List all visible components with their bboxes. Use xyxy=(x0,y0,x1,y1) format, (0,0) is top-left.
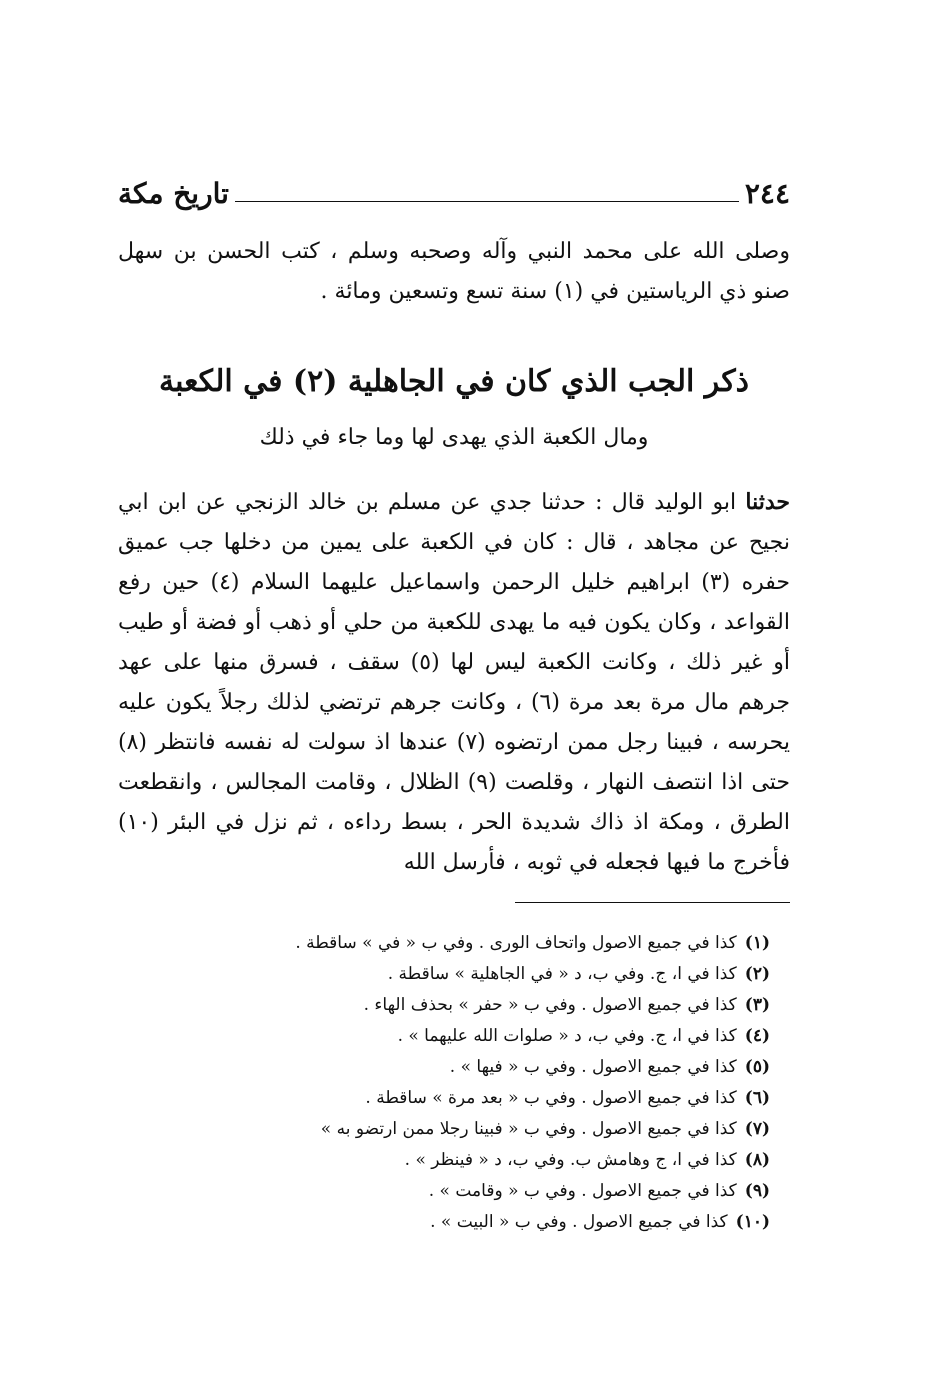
footnote-text: كذا في جميع الاصول . وفي ب « فيها » . xyxy=(449,1057,737,1077)
footnote xyxy=(210,990,770,1021)
footnote-text: كذا في ا، ج. وفي ب، د « صلوات الله عليهما » . xyxy=(397,1026,737,1046)
footnote xyxy=(210,1145,770,1176)
footnote-number: (١) xyxy=(744,933,770,953)
footnote-number: (٢) xyxy=(744,964,770,984)
footnote-text: كذا في جميع الاصول . وفي ب « فبينا رجلا ممن ارتضو به » xyxy=(320,1119,737,1139)
footnote-number: (٤) xyxy=(744,1026,770,1046)
footnote-text: كذا في جميع الاصول . وفي ب « البيت » . xyxy=(430,1212,728,1232)
body-text: ابو الوليد قال : حدثنا جدي عن مسلم بن خالد الزنجي عن ابن ابي نجيح عن مجاهد ، قال : كان في الكعبة على يمين من دخلها جب عميق حفره (٣) ابراهيم خليل الرحمن واسماعيل عليهما السلام (٤) حين رفع القواعد ، وكان يكون فيه ما يهدى للكعبة من حلي أو ذهب أو فضة أو طيب أو غير ذلك ، وكانت الكعبة ليس لها (٥) سقف ، فسرق منها على عهد جرهم مال مرة بعد مرة (٦) ، وكانت جرهم ترتضي لذلك رجلاً يكون عليه يحرسه ، فبينا رجل ممن ارتضوه (٧) عندها اذ سولت له نفسه فانتظر (٨) حتى اذا انتصف النهار ، وقلصت (٩) الظلال ، وقامت المجالس ، وانقطعت الطرق ، ومكة اذ ذاك شديدة الحر ، بسط رداءه ، ثم نزل في البئر (١٠) فأخرج ما فيها فجعله في ثوبه ، فأرسل الله xyxy=(118,490,791,875)
footnote-text: كذا في ا، ج. وفي ب، د « في الجاهلية » ساقطة . xyxy=(387,964,737,984)
footnote-number: (٩) xyxy=(744,1181,770,1201)
footnote-text: كذا في جميع الاصول واتحاف الورى . وفي ب « في » ساقطة . xyxy=(295,933,737,953)
footnote-text: كذا في جميع الاصول . وفي ب « بعد مرة » ساقطة . xyxy=(365,1088,737,1108)
footnote-number: (٧) xyxy=(744,1119,770,1139)
footnote xyxy=(210,928,770,959)
footnote xyxy=(210,1176,770,1207)
header-rule xyxy=(235,201,739,202)
footnote-text: كذا في جميع الاصول . وفي ب « حفر » بحذف الهاء . xyxy=(363,995,737,1015)
lead-word: حدثنا xyxy=(745,489,790,515)
book-title: تاريخ مكة xyxy=(118,177,229,210)
opening-paragraph: وصلى الله على محمد النبي وآله وصحبه وسلم ، كتب الحسن بن سهل صنو ذي الرياستين في (١) سنة تسع وتسعين ومائة . xyxy=(118,239,790,304)
footnote-number: (٣) xyxy=(744,995,770,1015)
footnote-number: (٦) xyxy=(744,1088,770,1108)
footnote-number: (٥) xyxy=(744,1057,770,1077)
footnote-list xyxy=(210,928,770,1238)
footnote xyxy=(210,1083,770,1114)
footnote xyxy=(210,1207,770,1238)
footnote xyxy=(210,959,770,990)
footnote-text: كذا في جميع الاصول . وفي ب « وقامت » . xyxy=(428,1181,737,1201)
footnote-number: (١٠) xyxy=(735,1212,770,1232)
section-subheading: ومال الكعبة الذي يهدى لها وما جاء في ذلك xyxy=(259,425,649,450)
footnote xyxy=(210,1114,770,1145)
body-paragraph xyxy=(118,482,790,883)
footnote-rule xyxy=(515,902,790,903)
footnote-number: (٨) xyxy=(744,1150,770,1170)
running-header xyxy=(118,168,790,208)
footnote xyxy=(210,1052,770,1083)
footnote-text: كذا في ا، ج وهامش ب. وفي ب، د « فينظر » . xyxy=(404,1150,737,1170)
section-heading: ذكر الجب الذي كان في الجاهلية (٢) في الكعبة xyxy=(159,364,749,399)
page-number: ٢٤٤ xyxy=(744,177,790,210)
footnote xyxy=(210,1021,770,1052)
